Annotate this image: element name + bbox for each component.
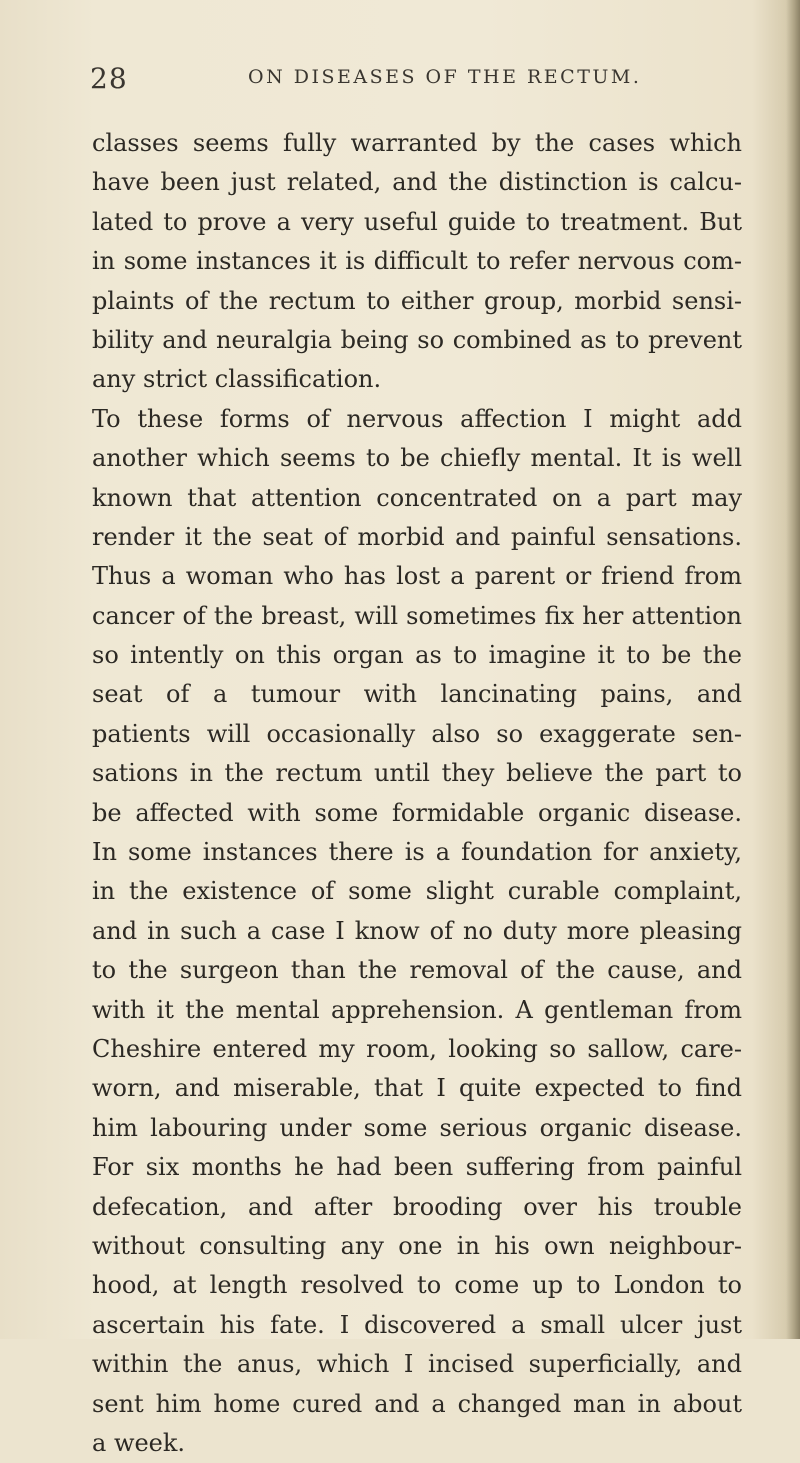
text-line: patients will occasionally also so exaggerate sen- (92, 719, 742, 748)
page-number: 28 (90, 62, 128, 95)
text-line: worn, and miserable, that I quite expected to find (92, 1074, 742, 1103)
text-line: hood, at length resolved to come up to London to (92, 1271, 742, 1300)
text-line: a week. (92, 1428, 186, 1457)
text-line: within the anus, which I incised superficially, and (92, 1350, 742, 1379)
text-line: and in such a case I know of no duty more pleasing (92, 916, 742, 945)
text-line: bility and neuralgia being so combined as to prevent (92, 325, 742, 354)
text-line: known that attention concentrated on a part may (92, 483, 742, 512)
text-line: cancer of the breast, will sometimes fix her attention (92, 601, 742, 630)
text-line: with it the mental apprehension. A gentleman from (92, 995, 742, 1024)
text-line: so intently on this organ as to imagine it to be the (92, 641, 742, 670)
text-line: To these forms of nervous affection I might add (92, 404, 742, 433)
text-line: seat of a tumour with lancinating pains, and (92, 680, 742, 709)
text-line: For six months he had been suffering from painful (92, 1153, 742, 1182)
text-line: sations in the rectum until they believe the part to (92, 759, 742, 788)
text-line: sent him home cured and a changed man in about (92, 1389, 742, 1418)
page-header (90, 62, 710, 102)
text-line: another which seems to be chiefly mental. It is well (92, 444, 742, 473)
text-line: classes seems fully warranted by the cases which (92, 129, 742, 157)
text-line: ascertain his fate. I discovered a small ulcer just (92, 1310, 742, 1339)
text-line: be affected with some formidable organic disease. (92, 798, 742, 827)
text-line: in the existence of some slight curable complaint, (92, 877, 742, 906)
text-line: render it the seat of morbid and painful sensations. (92, 522, 742, 551)
text-line: him labouring under some serious organic disease. (92, 1113, 742, 1142)
text-line: Thus a woman who has lost a parent or friend from (92, 562, 742, 591)
text-line: to the surgeon than the removal of the cause, and (92, 956, 742, 985)
text-line: plaints of the rectum to either group, morbid sensi- (92, 286, 742, 315)
text-line: In some instances there is a foundation for anxiety, (92, 838, 742, 867)
text-line: in some instances it is difficult to refer nervous com- (92, 247, 742, 276)
running-head: ON DISEASES OF THE RECTUM. (248, 66, 642, 88)
body-text (92, 124, 742, 1463)
text-line: lated to prove a very useful guide to treatment. But (92, 207, 742, 236)
text-line: defecation, and after brooding over his trouble (92, 1192, 742, 1221)
text-line: any strict classification. (92, 365, 382, 394)
text-line: have been just related, and the distinction is calcu- (92, 168, 742, 197)
text-line: without consulting any one in his own neighbour- (92, 1231, 742, 1260)
page-edge-shadow (786, 0, 800, 1339)
text-line: Cheshire entered my room, looking so sallow, care- (92, 1034, 742, 1063)
